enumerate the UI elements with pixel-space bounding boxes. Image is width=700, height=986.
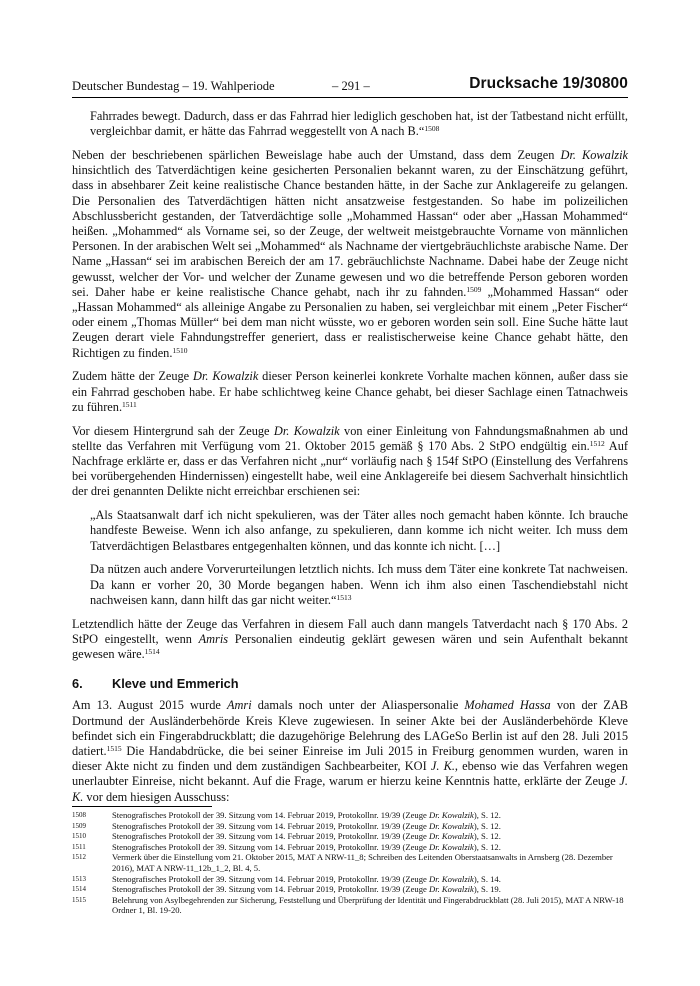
footnote-text-part: ), S. 12. [473, 810, 501, 820]
paragraph [72, 617, 628, 663]
paragraph [72, 369, 628, 415]
text: Fahrrades bewegt. Dadurch, dass er das Fahrrad hier lediglich geschoben hat, ist der Tatbestand nicht erfüllt, vergleichbar damit, er hätte das Fahrrad weggestellt von A nach B.“ [90, 109, 628, 139]
footnote-number: 1515 [72, 895, 86, 904]
footnote-text-part: Belehrung von Asylbegehrenden zur Sicherung, Feststellung und Überprüfung der Identität und Fingerabdruckblatt (28. Juli 2015), MAT A NRW-18 Ordner 1, Bl. 19-20. [112, 894, 624, 916]
footnote-ref[interactable]: 1509 [466, 284, 482, 294]
person-name: Amris [198, 631, 229, 646]
text: dieser Person keinerlei konkrete Vorhalte machen können, außer dass sie ein Fahrrad geschoben habe. Er habe schlichtweg keine Chance gehabt, bei dieser Sachlage einen Tatnachweis zu führen. [72, 369, 629, 414]
footnote-text-part: Stenografisches Protokoll der 39. Sitzung vom 14. Februar 2019, Protokollnr. 19/39 (Zeuge [112, 831, 429, 842]
footnote-text [112, 895, 628, 916]
text: Letztendlich hätte der Zeuge das Verfahren in diesem Fall auch dann mangels Tatverdacht nach § 170 Abs. 2 StPO eingestellt, wenn [72, 616, 628, 646]
footnote-number: 1509 [72, 821, 86, 830]
footnote-text [112, 821, 628, 832]
footnote-ref[interactable]: 1514 [144, 647, 160, 657]
footnote-text-part: ), S. 12. [473, 841, 501, 852]
footnote-text-part: Stenografisches Protokoll der 39. Sitzung vom 14. Februar 2019, Protokollnr. 19/39 (Zeuge [112, 884, 429, 895]
header-drucksache [469, 75, 628, 93]
footnote-ref[interactable]: 1511 [122, 399, 137, 409]
person-name: J. K. [430, 759, 455, 774]
footnote [72, 852, 628, 873]
footnote-text-part: ), S. 12. [473, 831, 501, 842]
footnote-text-part: Stenografisches Protokoll der 39. Sitzung vom 14. Februar 2019, Protokollnr. 19/39 (Zeuge [112, 873, 429, 884]
footnote-text [112, 842, 628, 853]
footnote [72, 831, 628, 842]
section-heading [72, 676, 628, 691]
footnote [72, 895, 628, 916]
footnote-text-part: Vermerk über die Einstellung vom 21. Oktober 2015, MAT A NRW-11_8; Schreiben des Leitenden Oberstaatsanwalts in Arnsberg (28. Dezember 2016), MAT A NRW-11_12b_1_2, Bl. 4, 5. [112, 852, 613, 873]
paragraph [90, 109, 628, 139]
footnote-divider [72, 806, 212, 807]
text: Vor diesem Hintergrund sah der Zeuge [72, 423, 274, 438]
text: damals noch unter der Aliaspersonalie [251, 698, 465, 713]
footnotes [72, 806, 628, 916]
person-name: Dr. Kowalzik [273, 423, 340, 438]
footnote-text-part: ), S. 19. [473, 884, 501, 895]
text: von einer Einleitung von Fahndungsmaßnahmen ab und stellte das Verfahren mit Verfügung vom 21. Oktober 2015 gemäß § 170 Abs. 2 StPO endgültig ein. [72, 423, 628, 453]
footnote-person: Dr. Kowalzik [428, 841, 474, 852]
footnote-text-part: Stenografisches Protokoll der 39. Sitzung vom 14. Februar 2019, Protokollnr. 19/39 (Zeuge [112, 820, 429, 831]
footnote-number: 1510 [72, 832, 86, 841]
section-title: Kleve und Emmerich [112, 676, 239, 692]
text: Zudem hätte der Zeuge [72, 369, 194, 384]
footnote-text [112, 831, 628, 842]
page-header [72, 77, 628, 98]
footnote-person: Dr. Kowalzik [428, 873, 474, 884]
footnote-person: Dr. Kowalzik [428, 820, 474, 831]
body-text [72, 109, 628, 813]
footnote [72, 810, 628, 821]
block-quote [90, 508, 628, 554]
section-number: 6. [72, 676, 83, 692]
drucksache-number: 30800 [584, 75, 628, 92]
footnote-text [112, 884, 628, 895]
text: hinsichtlich des Tatverdächtigen keine gesicherten Personalien bekannt waren, zu der Einschätzung geführt, dass in absehbarer Zeit keine realistische Chance bestanden hätte, in der Sache zur Anklagereife zu gelangen. Die Personalien des Tatverdächtigen hätten nicht ansatzweise festgestanden. So habe im polizeilichen Abschlussbericht gestanden, der Tatverdächtige solle „Mohammed Hassan“ oder aber „Hassan Mohammed“ heißen. „Mohammed“ als Vorname sei, so der Zeuge, der weltweit meistgebrauchte Vorname von männlichen Personen. In der arabischen Welt sei „Mohammed“ als Nachname der viertgebräuchlichste arabische Name. Der Name „Hassan“ sei im arabischen Bereich der am 17. gebräuchlichste Nachname. Dabei habe der Zeuge nicht gewusst, welcher der Vor- und welcher der Zuname gewesen und wo die betreffende Person geboren worden sei. Daher habe er keine realistische Chance gehabt, nach ihr zu fahnden. [72, 163, 628, 299]
person-name: Dr. Kowalzik [193, 369, 259, 384]
quote-text: Da nützen auch andere Vorverurteilungen letztlich nichts. Ich muss dem Täter eine konkrete Tat nachweisen. Da kann er vorher 20, 30 Morde begangen haben. Wenn ich ihm also einen Taschendiebstahl nicht nachweisen kann, dann hilft das gar nicht weiter.“ [90, 562, 628, 607]
text: Auf Nachfrage erklärte er, dass er das Verfahren nicht „nur“ vorläufig nach § 154f StPO (Einstellung des Verfahrens bei vorübergehenden Hindernissen) eingestellt habe, weil eine Anklagereife bei diesem Sachverhalt hinsichtlich der drei genannten Delikte nicht erreichbar erschienen sei: [72, 438, 628, 499]
person-name: Dr. Kowalzik [560, 148, 628, 162]
footnote-person: Dr. Kowalzik [428, 884, 474, 895]
footnote-number: 1512 [72, 853, 86, 862]
person-name: J. K. [72, 774, 628, 804]
footnote-ref[interactable]: 1512 [589, 438, 605, 448]
page-number: – 291 – [332, 79, 370, 93]
header-parliament: Deutscher Bundestag – 19. Wahlperiode [72, 79, 275, 93]
quote-text: „Als Staatsanwalt darf ich nicht spekulieren, was der Täter alles noch gemacht haben könnte. Ich brauche handfeste Beweise. Wenn ich also anfange, zu spekulieren, dann komme ich nicht weiter. Ich muss dem Tatverdächtigen Belastbares entgegenhalten können, und das konnte ich nicht. […] [90, 508, 628, 553]
footnote [72, 874, 628, 885]
footnote-text [112, 852, 628, 873]
footnote-number: 1511 [72, 842, 86, 851]
footnote-text [112, 810, 628, 821]
block-quote [90, 562, 628, 608]
footnote-text-part: Stenografisches Protokoll der 39. Sitzung vom 14. Februar 2019, Protokollnr. 19/39 (Zeuge [112, 841, 429, 852]
footnote-text [112, 874, 628, 885]
text: von der ZAB Dortmund der Ausländerbehörde Kreis Kleve zugewiesen. In seiner Akte bei der Ausländerbehörde Kleve befindet sich ein Fingerabdruckblatt; die dazugehörige Belehrung des LAGeSo Berlin ist auf den 28. Juli 2015 datiert. [72, 698, 628, 759]
footnote-text-part: Stenografisches Protokoll der 39. Sitzung vom 14. Februar 2019, Protokollnr. 19/39 (Zeuge [112, 810, 429, 820]
footnote-ref[interactable]: 1510 [172, 345, 188, 355]
person-name: Mohamed Hassa [464, 698, 551, 713]
text: , ebenso wie das Verfahren wegen unerlaubter Einreise, nicht bekannt. Auf die Frage, warum er hierzu keine Kenntnis hatte, erklärte der Zeuge [72, 759, 628, 789]
person-name: Amri [226, 698, 252, 713]
footnote-number: 1514 [72, 885, 86, 894]
footnote [72, 821, 628, 832]
footnote-person: Dr. Kowalzik [428, 831, 474, 842]
paragraph [72, 698, 628, 804]
text: Personalien eindeutig geklärt gewesen wären und sein Aufenthalt bekannt gewesen wäre. [72, 631, 628, 662]
footnote-ref[interactable]: 1513 [336, 592, 352, 602]
text: vor dem hiesigen Ausschuss: [83, 789, 230, 804]
footnote-person: Dr. Kowalzik [428, 810, 474, 820]
paragraph [72, 148, 628, 361]
text: Die Handabdrücke, die bei seiner Einreise im Juli 2015 in Freiburg genommen wurden, waren in dieser Akte nicht zu finden und dem zuständigen Sachbearbeiter, KOI [72, 744, 628, 774]
footnote-ref[interactable]: 1515 [106, 744, 122, 754]
footnote [72, 842, 628, 853]
footnote [72, 884, 628, 895]
text: Am 13. August 2015 wurde [72, 698, 227, 713]
footnote-ref[interactable]: 1508 [424, 124, 440, 134]
drucksache-label: Drucksache 19/ [469, 75, 585, 92]
paragraph [72, 424, 628, 500]
text: Neben der beschriebenen spärlichen Beweislage habe auch der Umstand, dass dem Zeugen [72, 148, 561, 162]
footnote-number: 1513 [72, 874, 86, 883]
footnote-number: 1508 [72, 811, 86, 819]
text: „Mohammed Hassan“ oder „Hassan Mohammed“ als alleinige Angabe zu Personalien zu haben, sei vergleichbar mit einem „Peter Fischer“ oder einem „Thomas Müller“ bei dem man nicht wüsste, wo er geboren worden sein soll. Eine Suche hätte laut Zeugen derart viele Fahndungstreffer generiert, dass er realistischerweise keine Chance gehabt hätte, den Richtigen zu finden. [72, 284, 628, 360]
footnote-text-part: ), S. 12. [473, 820, 501, 831]
footnote-text-part: ), S. 14. [473, 873, 501, 884]
